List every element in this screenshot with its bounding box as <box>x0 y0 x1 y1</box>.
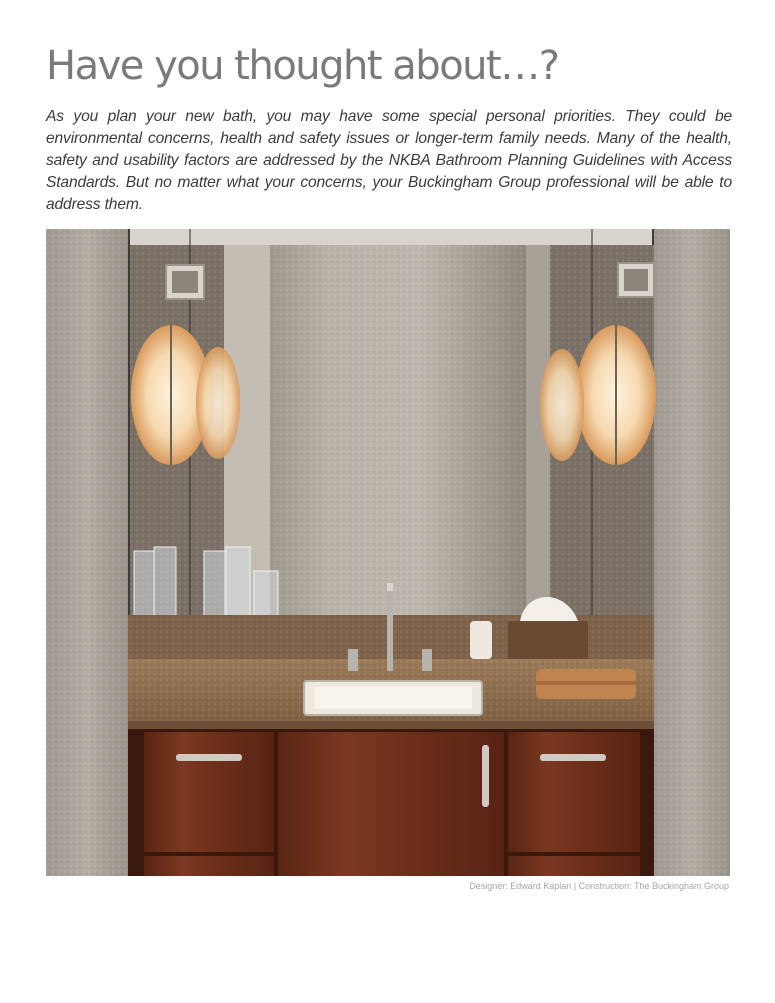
page-title: Have you thought about…? <box>46 43 559 89</box>
photo-credit-caption: Designer: Edward Kaplan | Construction: The Buckingham Group <box>469 881 729 891</box>
intro-paragraph: As you plan your new bath, you may have some special personal priorities. They could be environmental concerns, health and safety issues or longer-term family needs. Many of the health, safety and usability factors are addressed by the NKBA Bathroom Planning Guidelines with Access Standards. But no matter what your concerns, your Buckingham Group professional will be able to address them. <box>46 108 732 213</box>
bathroom-photo <box>46 229 730 876</box>
